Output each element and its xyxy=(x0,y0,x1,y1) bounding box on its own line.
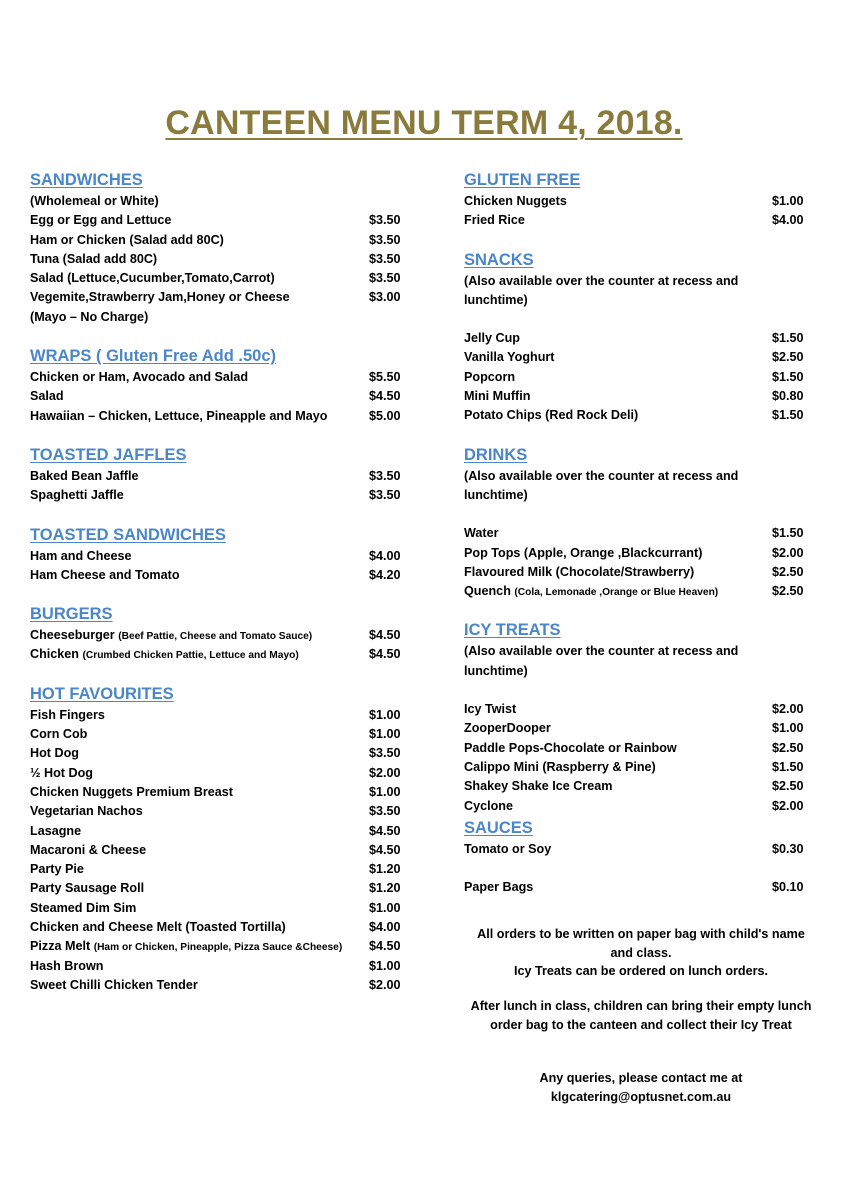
menu-item xyxy=(464,739,814,758)
item-name: Ham Cheese and Tomato xyxy=(30,567,180,582)
item-price: $3.00 xyxy=(369,290,401,305)
item-name: Chicken xyxy=(30,647,79,662)
item-price: $5.00 xyxy=(369,408,401,423)
item-name: Paper Bags xyxy=(464,880,534,895)
item-price: $2.00 xyxy=(772,798,804,813)
item-name: Salad xyxy=(30,389,64,404)
item-name: Salad (Lettuce,Cucumber,Tomato,Carrot) xyxy=(30,271,275,286)
menu-item xyxy=(30,467,420,486)
menu-item xyxy=(30,626,420,645)
item-detail: (Ham or Chicken, Pineapple, Pizza Sauce &Cheese) xyxy=(93,942,343,954)
item-price: $2.00 xyxy=(369,765,401,780)
item-name: Icy Twist xyxy=(464,702,517,717)
item-price: $1.00 xyxy=(369,727,401,742)
item-name: Cyclone xyxy=(464,798,513,813)
item-price: $1.20 xyxy=(369,862,401,877)
menu-item xyxy=(464,563,814,582)
item-name: Paddle Pops-Chocolate or Rainbow xyxy=(464,740,677,755)
menu-item xyxy=(30,744,420,763)
menu-item-paper-bags xyxy=(464,878,814,897)
item-name: Flavoured Milk (Chocolate/Strawberry) xyxy=(464,564,695,579)
section-note: (Also available over the counter at recess and lunchtime) xyxy=(464,468,739,502)
menu-item xyxy=(30,407,420,426)
item-price: $0.80 xyxy=(772,389,804,404)
item-price: $4.50 xyxy=(369,823,401,838)
item-price: $1.50 xyxy=(772,369,804,384)
after-lunch-note: After lunch in class, children can bring their empty lunch order bag to the canteen and collect their Icy Treat xyxy=(470,999,812,1032)
menu-item xyxy=(464,777,814,796)
menu-item xyxy=(30,937,420,956)
item-name: Pizza Melt xyxy=(30,939,91,954)
item-name: Egg or Egg and Lettuce xyxy=(30,213,172,228)
item-name: Jelly Cup xyxy=(464,331,520,346)
menu-item xyxy=(464,406,814,425)
menu-item xyxy=(464,524,814,543)
item-price: $3.50 xyxy=(369,804,401,819)
section-heading-gluten-free: GLUTEN FREE xyxy=(464,171,581,189)
section-heading-wraps: WRAPS ( Gluten Free Add .50c) xyxy=(30,347,277,366)
item-name: Corn Cob xyxy=(30,727,88,742)
item-name: Potato Chips (Red Rock Deli) xyxy=(464,408,639,423)
item-name: Lasagne xyxy=(30,823,82,838)
section-heading-burgers: BURGERS xyxy=(30,605,113,624)
item-name: Macaroni & Cheese xyxy=(30,842,147,857)
contact-note xyxy=(468,1069,814,1106)
menu-item xyxy=(30,288,420,307)
item-name: Sweet Chilli Chicken Tender xyxy=(30,977,198,992)
page-title: CANTEEN MENU TERM 4, 2018. xyxy=(165,104,683,142)
item-name: Chicken Nuggets Premium Breast xyxy=(30,784,233,799)
item-name: Fish Fingers xyxy=(30,707,105,722)
menu-item xyxy=(464,348,814,367)
item-price: $2.00 xyxy=(369,977,401,992)
item-name: ½ Hot Dog xyxy=(30,765,93,780)
item-price: $3.50 xyxy=(369,746,401,761)
menu-item xyxy=(30,387,420,406)
item-price: $4.00 xyxy=(772,213,804,228)
item-price: $2.00 xyxy=(772,545,804,560)
item-name: Hawaiian – Chicken, Lettuce, Pineapple and Mayo xyxy=(30,408,328,423)
icy-treats-note: Icy Treats can be ordered on lunch orders. xyxy=(513,964,769,978)
item-detail: (Cola, Lemonade ,Orange or Blue Heaven) xyxy=(514,587,719,599)
item-price: $3.50 xyxy=(369,251,401,266)
menu-item xyxy=(30,547,420,566)
item-price: $4.00 xyxy=(369,920,401,935)
menu-item xyxy=(30,899,420,918)
item-price: $2.50 xyxy=(772,350,804,365)
section-footnote: (Mayo – No Charge) xyxy=(30,309,149,324)
menu-item xyxy=(30,802,420,821)
item-name: Hot Dog xyxy=(30,746,79,761)
item-price: $4.20 xyxy=(369,567,401,582)
item-name: Water xyxy=(464,526,499,541)
item-price: $1.50 xyxy=(772,526,804,541)
item-name: Ham or Chicken (Salad add 80C) xyxy=(30,232,224,247)
menu-item xyxy=(30,976,420,995)
item-name: Chicken or Ham, Avocado and Salad xyxy=(30,370,249,385)
item-name: ZooperDooper xyxy=(464,721,551,736)
section-heading-sandwiches: SANDWICHES xyxy=(30,171,143,189)
menu-item xyxy=(30,957,420,976)
item-price: $1.00 xyxy=(369,900,401,915)
orders-note xyxy=(468,925,814,981)
item-price: $4.50 xyxy=(369,628,401,643)
item-name: Pop Tops (Apple, Orange ,Blackcurrant) xyxy=(464,545,703,560)
item-name: Steamed Dim Sim xyxy=(30,900,137,915)
item-name: Cheeseburger xyxy=(30,628,115,643)
item-name: Vegetarian Nachos xyxy=(30,804,143,819)
item-price: $0.10 xyxy=(772,880,804,895)
menu-item xyxy=(30,645,420,664)
item-name: Baked Bean Jaffle xyxy=(30,468,139,483)
item-price: $4.00 xyxy=(369,548,401,563)
left-column xyxy=(30,168,420,995)
item-price: $2.50 xyxy=(772,564,804,579)
menu-item xyxy=(464,387,814,406)
item-name: Ham and Cheese xyxy=(30,548,132,563)
item-detail: (Crumbed Chicken Pattie, Lettuce and Mayo) xyxy=(82,650,299,662)
item-name: Popcorn xyxy=(464,369,516,384)
section-note: (Wholemeal or White) xyxy=(30,194,159,208)
item-price: $1.50 xyxy=(772,759,804,774)
item-price: $1.50 xyxy=(772,331,804,346)
menu-item xyxy=(30,486,420,505)
item-name: Tuna (Salad add 80C) xyxy=(30,251,158,266)
item-name: Shakey Shake Ice Cream xyxy=(464,779,613,794)
item-name: Spaghetti Jaffle xyxy=(30,488,124,503)
menu-item xyxy=(464,192,814,211)
item-price: $5.50 xyxy=(369,370,401,385)
item-price: $0.30 xyxy=(772,841,804,856)
item-name: Party Pie xyxy=(30,862,84,877)
menu-item xyxy=(464,700,814,719)
item-price: $2.50 xyxy=(772,740,804,755)
item-price: $4.50 xyxy=(369,939,401,954)
menu-item xyxy=(30,368,420,387)
item-name: Chicken and Cheese Melt (Toasted Tortilla) xyxy=(30,920,286,935)
section-heading-sauces: SAUCES xyxy=(464,818,533,837)
item-price: $4.50 xyxy=(369,842,401,857)
item-price: $3.50 xyxy=(369,232,401,247)
right-column xyxy=(464,168,814,897)
menu-item xyxy=(30,211,420,230)
item-price: $2.50 xyxy=(772,779,804,794)
menu-item xyxy=(464,329,814,348)
menu-item xyxy=(464,368,814,387)
menu-item xyxy=(464,211,814,230)
menu-item xyxy=(30,269,420,288)
section-heading-drinks: DRINKS xyxy=(464,445,528,464)
menu-item xyxy=(30,566,420,585)
item-price: $4.50 xyxy=(369,647,401,662)
menu-item xyxy=(30,841,420,860)
menu-item xyxy=(30,918,420,937)
item-price: $3.50 xyxy=(369,468,401,483)
section-note: (Also available over the counter at recess and lunchtime) xyxy=(464,644,739,678)
menu-item xyxy=(30,231,420,250)
item-name: Tomato or Soy xyxy=(464,841,552,856)
menu-item xyxy=(30,783,420,802)
menu-item xyxy=(464,544,814,563)
item-price: $1.00 xyxy=(772,194,804,208)
menu-item xyxy=(464,797,814,816)
menu-item xyxy=(30,764,420,783)
item-price: $1.00 xyxy=(369,784,401,799)
menu-item xyxy=(30,250,420,269)
item-price: $3.50 xyxy=(369,488,401,503)
item-name: Party Sausage Roll xyxy=(30,881,145,896)
item-name: Vanilla Yoghurt xyxy=(464,350,555,365)
section-heading-icy-treats: ICY TREATS xyxy=(464,621,561,640)
section-heading-hot-favourites: HOT FAVOURITES xyxy=(30,684,174,703)
item-name: Hash Brown xyxy=(30,958,104,973)
item-price: $2.50 xyxy=(772,584,804,599)
item-price: $1.00 xyxy=(369,707,401,722)
item-name: Quench xyxy=(464,584,511,599)
menu-item xyxy=(464,719,814,738)
item-price: $1.20 xyxy=(369,881,401,896)
contact-text: Any queries, please contact me at xyxy=(539,1071,743,1085)
section-heading-toasted-sandwiches: TOASTED SANDWICHES xyxy=(30,525,226,544)
contact-email: klgcatering@optusnet.com.au xyxy=(550,1089,732,1104)
item-name: Mini Muffin xyxy=(464,389,531,404)
item-name: Calippo Mini (Raspberry & Pine) xyxy=(464,759,656,774)
item-name: Fried Rice xyxy=(464,213,525,228)
menu-item xyxy=(30,725,420,744)
item-price: $3.50 xyxy=(369,271,401,286)
menu-item xyxy=(464,840,814,859)
menu-item xyxy=(30,706,420,725)
item-price: $2.00 xyxy=(772,702,804,717)
item-price: $3.50 xyxy=(369,213,401,228)
item-detail: (Beef Pattie, Cheese and Tomato Sauce) xyxy=(118,631,313,643)
menu-item xyxy=(464,582,814,601)
item-price: $4.50 xyxy=(369,389,401,404)
orders-instruction: All orders to be written on paper bag with child's name and class. xyxy=(477,927,805,960)
item-price: $1.00 xyxy=(772,721,804,736)
menu-item xyxy=(464,758,814,777)
section-note: (Also available over the counter at recess and lunchtime) xyxy=(464,273,739,307)
item-price: $1.50 xyxy=(772,408,804,423)
section-heading-toasted-jaffles: TOASTED JAFFLES xyxy=(30,445,187,464)
item-name: Vegemite,Strawberry Jam,Honey or Cheese xyxy=(30,290,290,305)
item-price: $1.00 xyxy=(369,958,401,973)
menu-item xyxy=(30,879,420,898)
section-heading-snacks: SNACKS xyxy=(464,250,534,269)
item-name: Chicken Nuggets xyxy=(464,194,567,208)
menu-item xyxy=(30,860,420,879)
menu-item xyxy=(30,822,420,841)
